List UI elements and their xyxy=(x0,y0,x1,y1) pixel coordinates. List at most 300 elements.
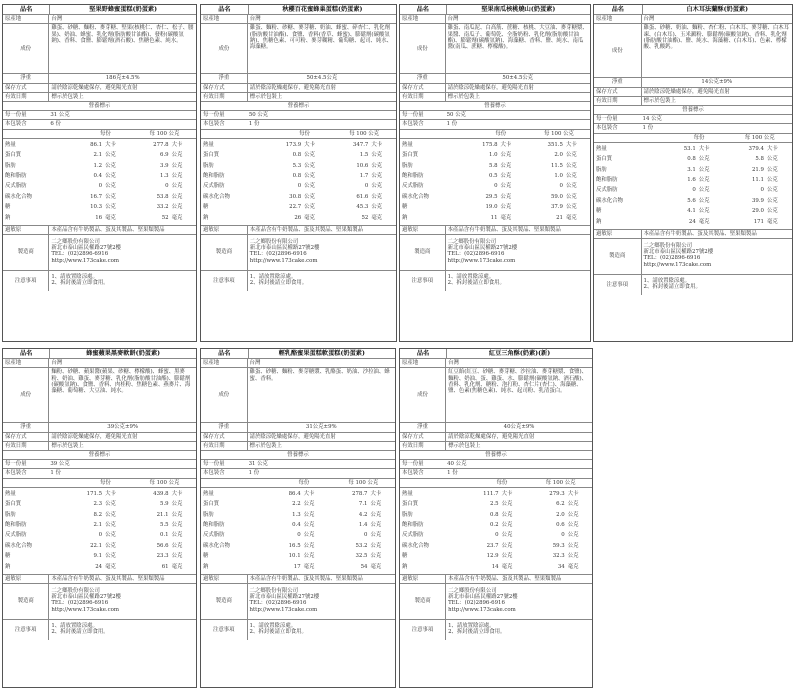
per-100g-unit: 公克 xyxy=(565,152,577,159)
serving-size-row xyxy=(594,115,792,124)
notes-row xyxy=(3,271,196,291)
product-name-label: 品名 xyxy=(3,349,50,358)
ingredients-row xyxy=(594,24,792,78)
nutrient-name: 熱量 xyxy=(203,490,214,497)
per-serving-unit: 大卡 xyxy=(303,490,315,497)
per-serving-header: 每份 xyxy=(496,479,508,486)
per-100g-unit: 公克 xyxy=(370,522,382,529)
per-serving-header: 每份 xyxy=(495,130,507,137)
per-serving-value: 3.1 xyxy=(687,166,696,173)
per-100g-unit: 毫克 xyxy=(766,218,778,225)
nutrient-name: 脂肪 xyxy=(203,511,214,518)
nutrition-row xyxy=(5,541,194,551)
serving-size-value: 31 公克 xyxy=(50,112,70,119)
per-serving-value: 1.2 xyxy=(93,162,103,169)
ingredients-row-value: 雞蛋、麵粉、砂糖、麥芽糖、奶油、蜂蜜、碎杏仁、乳化劑(脂肪酸甘油酯)、食鹽、香料(香草、蜂蜜)、膨鬆劑(碳酸氫鈉)、焦糖色素、可可粉、麥芽糊精、葡萄糖、起司、純水、海藻糖。 xyxy=(249,25,393,50)
expiry-row xyxy=(201,93,396,102)
storage-row-label: 保存方式 xyxy=(400,84,446,92)
manufacturer-line: 新北市泰山區民權路27號2樓 xyxy=(51,245,121,252)
storage-row xyxy=(201,433,395,442)
per-serving-header: 每份 xyxy=(693,134,705,141)
net-weight-row-value: 40公克±9% xyxy=(503,424,535,431)
serving-size-value: 31 公克 xyxy=(248,461,268,468)
serving-size-label: 每一份量 xyxy=(5,112,27,119)
net-weight-row-value: 31公克±9% xyxy=(305,424,337,431)
serving-size-row xyxy=(3,460,196,469)
per-100g-value: 351.5 xyxy=(547,141,563,148)
per-serving-unit: 公克 xyxy=(303,553,315,560)
notes-label: 注意事項 xyxy=(201,620,248,640)
per-100g-header: 每 100 公克 xyxy=(349,130,380,137)
nutrient-name: 熱量 xyxy=(5,490,16,497)
per-100g-value: 1.0 xyxy=(554,173,563,180)
origin-row xyxy=(201,15,396,24)
nutrient-name: 碳水化合物 xyxy=(402,193,429,200)
ingredients-row-label: 成份 xyxy=(3,24,49,73)
nutrient-name: 飽和脂肪 xyxy=(5,522,27,529)
per-100g-unit: 公克 xyxy=(371,193,383,200)
origin-row-value: 台灣 xyxy=(643,16,655,23)
ingredients-row-label: 成份 xyxy=(594,24,642,77)
net-weight-row-label: 淨重 xyxy=(201,423,248,431)
per-100g-unit: 大卡 xyxy=(371,141,383,148)
expiry-row xyxy=(400,442,592,451)
per-100g-unit: 公克 xyxy=(565,193,577,200)
manufacturer-value xyxy=(248,584,395,619)
per-100g-unit: 大卡 xyxy=(171,490,183,497)
per-100g-value: 279.3 xyxy=(549,490,565,497)
product-name: 紅豆三角酥(奶素)(新) xyxy=(488,350,551,357)
nutrition-row xyxy=(596,165,790,175)
manufacturer-line: http://www.173cake.com xyxy=(51,257,119,264)
per-100g-unit: 公克 xyxy=(371,204,383,211)
per-100g-unit: 大卡 xyxy=(565,141,577,148)
net-weight-row-label: 淨重 xyxy=(3,423,49,431)
per-serving-unit: 毫克 xyxy=(698,218,710,225)
manufacturer-value xyxy=(642,239,792,274)
manufacturer-label: 製造商 xyxy=(201,584,248,619)
per-serving-unit: 毫克 xyxy=(303,563,315,570)
per-100g-value: 277.8 xyxy=(153,141,169,148)
nutrient-name: 糖 xyxy=(5,553,11,560)
per-100g-value: 32.5 xyxy=(355,553,368,560)
ingredients-row-value: 雞蛋、砂糖、奶油、麵粉、杏仁粉、白木耳、麥芽糖、白木耳凍、(白木耳)、玉米澱粉、膨鬆劑(碳酸氫鈉)、香料、乳化劑(脂肪酸甘油酯)、鹽、純水、海藻糖、(白木耳)、色素、檸檬酸、乳酸鈣。 xyxy=(643,25,790,50)
product-name-row xyxy=(201,5,396,15)
notes-label: 注意事項 xyxy=(400,271,446,291)
notes-label: 注意事項 xyxy=(400,620,446,640)
origin-row-value: 台灣 xyxy=(249,360,261,367)
notes-label: 注意事項 xyxy=(3,620,49,640)
nutrition-row xyxy=(5,181,194,191)
serving-size-value: 39 公克 xyxy=(50,461,70,468)
per-100g-unit: 大卡 xyxy=(370,490,382,497)
serving-size-label: 每一份量 xyxy=(402,112,424,119)
nutrient-name: 鈉 xyxy=(5,563,11,570)
allergen-row-value: 本產品含有牛奶製品、蛋及其製品、堅果類製品 xyxy=(51,226,165,233)
ingredients-row xyxy=(400,24,590,74)
nutrient-name: 脂肪 xyxy=(203,162,214,169)
nutrient-name: 鈉 xyxy=(596,218,602,225)
nutrition-row xyxy=(203,561,393,571)
nutrient-name: 熱量 xyxy=(596,145,607,152)
notes-line: 2、拆封後請立即食用。 xyxy=(447,280,505,287)
per-100g-unit: 公克 xyxy=(171,522,183,529)
servings-label: 本包裝含 xyxy=(596,125,618,132)
per-100g-value: 6.2 xyxy=(556,501,565,508)
per-100g-value: 59.3 xyxy=(552,542,565,549)
nutrition-header-spacer xyxy=(203,131,275,137)
serving-size-label: 每一份量 xyxy=(203,112,225,119)
per-100g-value: 1.7 xyxy=(359,173,369,180)
nutrition-title: 營養標示 xyxy=(201,102,396,111)
product-name-row xyxy=(594,5,792,15)
per-serving-unit: 大卡 xyxy=(501,490,513,497)
nutrition-header xyxy=(201,130,396,139)
expiry-row-label: 有效日期 xyxy=(3,93,49,101)
per-100g-value: 0.1 xyxy=(160,532,169,539)
per-100g-unit: 公克 xyxy=(171,501,183,508)
nutrient-name: 熱量 xyxy=(203,141,214,148)
manufacturer-row xyxy=(201,584,395,620)
nutrition-header xyxy=(400,130,590,139)
nutrition-row xyxy=(5,192,194,202)
manufacturer-line: http://www.173cake.com xyxy=(249,257,318,264)
per-serving-unit: 公克 xyxy=(105,183,116,190)
per-serving-unit: 公克 xyxy=(303,511,315,518)
allergen-row xyxy=(3,226,196,235)
nutrition-row xyxy=(203,140,394,150)
manufacturer-line: http://www.173cake.com xyxy=(51,606,119,613)
nutrition-row xyxy=(203,192,394,202)
storage-row-label: 保存方式 xyxy=(594,88,642,96)
per-serving-unit: 公克 xyxy=(105,511,116,518)
net-weight-row-value: 186克±4.5% xyxy=(105,75,140,82)
notes-line: 1、請放置陰涼處。 xyxy=(448,623,495,630)
manufacturer-line: TEL：(02)2896-6916 xyxy=(249,600,307,607)
allergen-row-value: 本產品含有牛奶製品、蛋及其製品、堅果類製品 xyxy=(447,226,561,233)
per-serving-header: 每份 xyxy=(299,130,310,137)
per-100g-unit: 公克 xyxy=(766,197,778,204)
origin-row-label: 原產地 xyxy=(594,15,642,23)
servings-value: 1 份 xyxy=(642,125,654,132)
expiry-row xyxy=(201,442,395,451)
notes-label: 注意事項 xyxy=(3,271,49,291)
storage-row-value: 請於陰涼乾燥處保存，避免陽光直射 xyxy=(249,433,336,440)
product-name-label: 品名 xyxy=(201,5,249,14)
net-weight-row-value: 50±4.5公克 xyxy=(502,75,534,82)
nutrition-row xyxy=(5,161,194,171)
manufacturer-line: TEL：(02)2896-6916 xyxy=(448,600,505,607)
per-100g-header: 每 100 公克 xyxy=(149,130,180,137)
servings-label: 本包裝含 xyxy=(402,470,424,477)
servings-per-package-row xyxy=(201,469,395,478)
nutrient-name: 蛋白質 xyxy=(402,152,419,159)
nutrition-row xyxy=(402,161,588,171)
per-100g-unit: 公克 xyxy=(171,542,183,549)
per-serving-value: 0 xyxy=(297,183,302,190)
per-100g-value: 21.9 xyxy=(751,166,764,173)
product-name: 輕乳酪蜜果蛋糕軟蛋糕(奶蛋素) xyxy=(278,350,365,357)
nutrition-header xyxy=(594,134,792,143)
per-100g-value: 56.6 xyxy=(156,542,169,549)
per-100g-value: 5.8 xyxy=(755,156,764,163)
origin-row-label: 原產地 xyxy=(400,15,446,23)
per-serving-value: 19.0 xyxy=(485,204,498,211)
per-serving-unit: 大卡 xyxy=(304,141,315,148)
nutrient-name: 碳水化合物 xyxy=(5,542,32,549)
allergen-row-value: 本產品含有牛奶製品、蛋及其製品、堅果類製品 xyxy=(249,575,363,582)
manufacturer-value xyxy=(446,584,592,619)
per-serving-value: 4.1 xyxy=(687,208,696,215)
serving-size-row xyxy=(201,460,395,469)
per-serving-value: 29.5 xyxy=(485,193,498,200)
nutrient-name: 脂肪 xyxy=(402,511,413,518)
per-serving-value: 10.3 xyxy=(90,204,103,211)
per-serving-value: 12.9 xyxy=(486,553,499,560)
per-serving-value: 86.4 xyxy=(288,490,301,497)
net-weight-row xyxy=(3,74,196,83)
per-100g-value: 10.6 xyxy=(356,162,369,169)
per-serving-unit: 公克 xyxy=(105,532,116,539)
expiry-row xyxy=(594,97,792,106)
nutrition-row xyxy=(5,510,194,520)
allergen-row-label: 過敏原 xyxy=(594,230,642,238)
per-serving-unit: 公克 xyxy=(501,522,513,529)
nutrient-name: 糖 xyxy=(203,553,209,560)
per-100g-unit: 公克 xyxy=(567,542,579,549)
per-100g-value: 0 xyxy=(561,532,565,539)
per-100g-value: 21 xyxy=(556,214,563,221)
per-100g-value: 6.9 xyxy=(160,152,169,159)
nutrition-row xyxy=(203,530,393,540)
per-100g-value: 7.1 xyxy=(358,501,368,508)
product-name: 秋櫻百花蜜蜂巢蛋糕(奶蛋素) xyxy=(282,6,363,13)
nutrient-name: 反式脂肪 xyxy=(203,532,225,539)
storage-row-value: 請於陰涼乾燥處保存，避免陽光直射 xyxy=(447,84,534,91)
notes-label: 注意事項 xyxy=(594,275,642,295)
ingredients-row-label: 成份 xyxy=(400,368,446,422)
manufacturer-label: 製造商 xyxy=(3,584,49,619)
notes-value xyxy=(248,620,395,640)
per-serving-unit: 公克 xyxy=(105,501,116,508)
notes-label: 注意事項 xyxy=(201,271,248,291)
product-label-card xyxy=(2,4,197,342)
nutrition-row xyxy=(5,499,194,509)
nutrient-name: 碳水化合物 xyxy=(203,542,230,549)
storage-row-label: 保存方式 xyxy=(400,433,446,441)
per-100g-unit: 毫克 xyxy=(171,563,183,570)
per-100g-unit: 毫克 xyxy=(371,214,383,221)
per-100g-value: 1.4 xyxy=(358,522,368,529)
expiry-row-value: 標示於包裝上 xyxy=(249,442,282,449)
per-serving-unit: 大卡 xyxy=(500,141,512,148)
storage-row-value: 請於陰涼乾燥處保存，避免陽光直射 xyxy=(643,88,730,95)
ingredients-row-label: 成份 xyxy=(201,368,248,422)
per-serving-unit: 大卡 xyxy=(105,141,116,148)
per-100g-value: 21.1 xyxy=(156,511,169,518)
per-100g-value: 34 xyxy=(557,563,565,570)
nutrition-table xyxy=(201,139,396,226)
per-serving-unit: 公克 xyxy=(105,553,116,560)
ingredients-row-value: 紅豆餡(紅豆、砂糖、麥芽糖、沙拉油、麥芽糖漿、食鹽)、麵粉、奶油、蛋、雞蛋、水、膨鬆劑(碳酸氫鈉、酒石酸)、香料、乳化劑、糖粉、泡打粉、杏仁片(杏仁)、海藻糖、鹽、色素(焦糖色素)、純水、起司粉、乳清蛋白。 xyxy=(448,369,588,394)
per-serving-unit: 公克 xyxy=(105,173,116,180)
manufacturer-label: 製造商 xyxy=(400,235,446,270)
per-100g-unit: 公克 xyxy=(567,522,579,529)
per-serving-unit: 公克 xyxy=(304,183,315,190)
per-serving-unit: 毫克 xyxy=(105,563,116,570)
per-serving-unit: 公克 xyxy=(500,183,512,190)
ingredients-row-label: 成份 xyxy=(3,368,49,422)
per-100g-value: 23.3 xyxy=(156,553,169,560)
nutrition-row xyxy=(5,150,194,160)
per-serving-unit: 公克 xyxy=(501,553,513,560)
per-100g-value: 32.3 xyxy=(552,553,565,560)
net-weight-row-label: 淨重 xyxy=(201,74,248,82)
per-100g-value: 11.1 xyxy=(751,177,764,184)
net-weight-row xyxy=(594,78,792,87)
net-weight-row-label: 淨重 xyxy=(3,74,49,82)
storage-row-label: 保存方式 xyxy=(3,84,49,92)
notes-line: 2、拆封後請立即食用。 xyxy=(249,280,308,287)
nutrition-header-spacer xyxy=(596,135,669,141)
servings-value: 1 份 xyxy=(446,121,458,128)
nutrient-name: 碳水化合物 xyxy=(203,193,230,200)
nutrient-name: 反式脂肪 xyxy=(5,183,27,190)
per-100g-unit: 公克 xyxy=(370,553,382,560)
nutrient-name: 鈉 xyxy=(203,563,209,570)
nutrition-row xyxy=(203,150,394,160)
notes-line: 1、請放置陰涼處。 xyxy=(249,623,297,630)
nutrient-name: 糖 xyxy=(596,208,602,215)
nutrition-row xyxy=(402,171,588,181)
nutrient-name: 糖 xyxy=(5,204,11,211)
per-serving-value: 0 xyxy=(297,532,301,539)
manufacturer-row xyxy=(400,235,590,271)
per-serving-value: 5.6 xyxy=(687,197,696,204)
per-100g-unit: 公克 xyxy=(171,553,183,560)
storage-row-value: 請於陰涼乾燥處保存，避免陽光直射 xyxy=(51,84,138,91)
product-label-card xyxy=(200,348,396,688)
per-serving-unit: 大卡 xyxy=(698,145,710,152)
origin-row-value: 台灣 xyxy=(447,16,459,23)
manufacturer-line: 新北市泰山區民權路27號2樓 xyxy=(447,245,518,252)
nutrient-name: 鈉 xyxy=(402,214,408,221)
nutrition-row xyxy=(402,499,590,509)
ingredients-row-value: 雞蛋、砂糖、麵粉、麥芽糖、堅果(核桃仁、杏仁、松子、腰果)、奶油、蜂蜜、乳化劑(脂肪酸甘油酯)、發粉(碳酸氫鈉)、香料、食鹽、膨鬆劑(酒石酸)、焦糖色素、純水。 xyxy=(51,25,194,44)
nutrient-name: 反式脂肪 xyxy=(402,532,424,539)
notes-line: 1、請放置陰涼處。 xyxy=(51,274,98,281)
product-label-card xyxy=(399,4,591,342)
per-serving-value: 171.5 xyxy=(86,490,103,497)
nutrition-title: 營養標示 xyxy=(3,451,196,460)
manufacturer-line: TEL：(02)2896-6916 xyxy=(51,251,109,258)
nutrition-header-spacer xyxy=(5,480,76,486)
per-serving-unit: 公克 xyxy=(500,152,512,159)
product-label-card xyxy=(593,4,793,342)
manufacturer-line: 二之鄉股份有限公司 xyxy=(51,588,100,595)
nutrient-name: 脂肪 xyxy=(596,166,607,173)
nutrition-row xyxy=(203,541,393,551)
servings-label: 本包裝含 xyxy=(203,121,225,128)
allergen-row-label: 過敏原 xyxy=(3,226,49,234)
per-serving-value: 8.2 xyxy=(93,511,103,518)
servings-value: 1 份 xyxy=(50,470,61,477)
nutrition-header xyxy=(400,479,592,488)
product-name-label: 品名 xyxy=(201,349,249,358)
ingredients-row-value: 雞蛋、砂糖、麵粉、麥芽糖漿、乳酪蛋、奶油、沙拉油、蜂蜜、香料。 xyxy=(249,369,390,382)
per-serving-header: 每份 xyxy=(100,479,111,486)
allergen-row-value: 本產品含有牛奶製品、蛋及其製品、堅果類製品 xyxy=(51,575,165,582)
per-serving-value: 2.1 xyxy=(93,522,103,529)
nutrition-table xyxy=(400,488,592,575)
per-100g-value: 0.6 xyxy=(556,522,565,529)
per-100g-value: 4.2 xyxy=(358,511,368,518)
nutrition-row xyxy=(402,530,590,540)
nutrition-row xyxy=(402,561,590,571)
per-serving-header: 每份 xyxy=(100,130,111,137)
nutrition-header-spacer xyxy=(402,480,473,486)
per-100g-unit: 公克 xyxy=(370,532,382,539)
storage-row-value: 請於陰涼乾燥處保存，避免陽光直射 xyxy=(51,433,138,440)
nutrition-row xyxy=(402,140,588,150)
storage-row-value: 請於陰涼乾燥處保存，避免陽光直射 xyxy=(448,433,535,440)
nutrition-row xyxy=(402,489,590,499)
notes-row xyxy=(400,620,592,640)
manufacturer-row xyxy=(400,584,592,620)
per-serving-unit: 公克 xyxy=(501,542,513,549)
notes-line: 2、拆封後請立即食用。 xyxy=(249,629,307,636)
origin-row-value: 台灣 xyxy=(51,360,63,367)
manufacturer-line: 新北市泰山區民權路27號2樓 xyxy=(249,245,320,252)
per-100g-unit: 毫克 xyxy=(565,214,577,221)
expiry-row-value: 標示於包裝上 xyxy=(51,93,84,100)
per-100g-value: 0 xyxy=(760,187,764,194)
per-serving-value: 16.5 xyxy=(288,542,301,549)
serving-size-row xyxy=(400,460,592,469)
nutrition-title: 營養標示 xyxy=(400,451,592,460)
manufacturer-line: 二之鄉股份有限公司 xyxy=(51,239,100,246)
per-serving-value: 0 xyxy=(494,183,498,190)
net-weight-row xyxy=(400,74,590,83)
per-serving-unit: 公克 xyxy=(698,187,710,194)
per-100g-unit: 毫克 xyxy=(370,563,382,570)
per-100g-header: 每 100 公克 xyxy=(744,134,775,141)
nutrition-row xyxy=(203,202,394,212)
per-100g-unit: 公克 xyxy=(370,542,382,549)
nutrition-row xyxy=(5,530,194,540)
manufacturer-line: 新北市泰山區民權路27號2樓 xyxy=(51,594,121,601)
product-name-label: 品名 xyxy=(3,5,50,14)
expiry-row-value: 標示於包裝上 xyxy=(249,93,283,100)
per-100g-value: 0 xyxy=(364,532,368,539)
per-100g-unit: 大卡 xyxy=(567,490,579,497)
serving-size-value: 14 公克 xyxy=(642,116,662,123)
nutrient-name: 反式脂肪 xyxy=(203,183,225,190)
serving-size-row xyxy=(201,111,396,120)
per-100g-unit: 公克 xyxy=(565,162,577,169)
net-weight-row-value: 14公克±9% xyxy=(701,79,733,86)
net-weight-row-label: 淨重 xyxy=(400,423,446,431)
nutrition-row xyxy=(5,489,194,499)
nutrition-row xyxy=(596,196,790,206)
per-serving-value: 5.3 xyxy=(292,162,302,169)
storage-row xyxy=(3,84,196,93)
manufacturer-line: 新北市泰山區民權路27號2樓 xyxy=(448,594,518,601)
per-serving-unit: 公克 xyxy=(105,162,116,169)
per-100g-value: 33.2 xyxy=(156,204,169,211)
per-serving-value: 5.8 xyxy=(488,162,498,169)
allergen-row xyxy=(201,226,396,235)
